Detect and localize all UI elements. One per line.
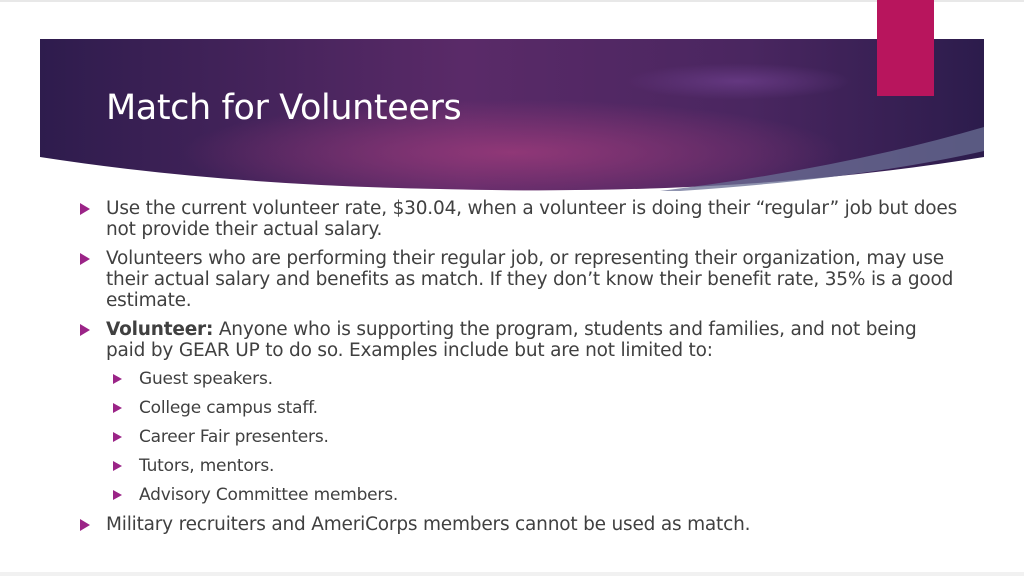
bullet-volunteer-definition: [78, 319, 958, 361]
bullet-arrow-icon: [113, 374, 122, 384]
slide-title: Match for Volunteers: [106, 88, 462, 128]
sub-bullet-career-fair: [111, 427, 958, 448]
bullet-text: Use the current volunteer rate, $30.04, when a volunteer is doing their “regular” job but does not provide their actual salary.: [106, 198, 958, 240]
sub-bullet-text: Guest speakers.: [139, 369, 273, 389]
bullet-arrow-icon: [113, 403, 122, 413]
slide-content: [78, 198, 958, 543]
sub-bullet-advisory-committee: [111, 485, 958, 506]
bullet-regular-job: [78, 248, 958, 311]
bottom-strip: [0, 572, 1024, 576]
bullet-arrow-icon: [80, 324, 90, 336]
sub-bullet-tutors: [111, 456, 958, 477]
sub-bullet-text: Career Fair presenters.: [139, 427, 329, 447]
bullet-arrow-icon: [113, 432, 122, 442]
bullet-text: Military recruiters and AmeriCorps members cannot be used as match.: [106, 514, 751, 535]
accent-tab: [877, 0, 934, 96]
bullet-arrow-icon: [113, 490, 122, 500]
bullet-text: Volunteers who are performing their regular job, or representing their organization, may use their actual salary and benefits as match. If they don’t know their benefit rate, 35% is a good estimate.: [106, 248, 954, 311]
bullet-volunteer-rate: [78, 198, 958, 240]
sub-bullet-text: Advisory Committee members.: [139, 485, 399, 505]
sub-bullet-campus-staff: [111, 398, 958, 419]
bullet-arrow-icon: [80, 519, 90, 531]
bullet-military-recruiters: [78, 514, 958, 535]
bullet-bold-term: Volunteer:: [106, 319, 214, 340]
bullet-arrow-icon: [80, 203, 90, 215]
bullet-text: Anyone who is supporting the program, students and families, and not being paid by GEAR UP to do so. Examples include but are not limited to:: [106, 319, 917, 361]
sub-bullet-text: Tutors, mentors.: [139, 456, 275, 476]
sub-bullet-text: College campus staff.: [139, 398, 318, 418]
bullet-arrow-icon: [80, 253, 90, 265]
top-strip: [0, 0, 1024, 2]
sub-bullet-guest-speakers: [111, 369, 958, 390]
bullet-arrow-icon: [113, 461, 122, 471]
